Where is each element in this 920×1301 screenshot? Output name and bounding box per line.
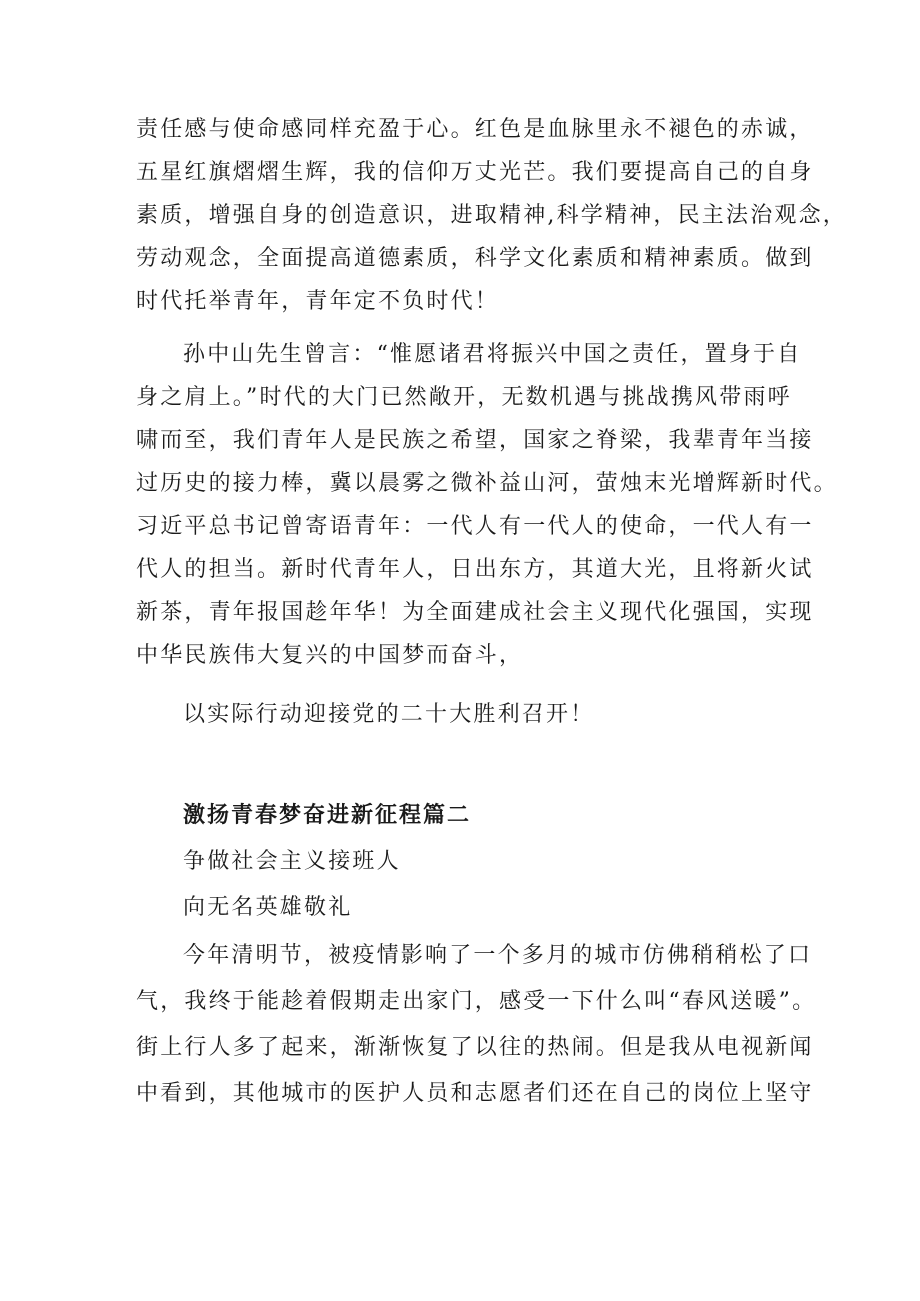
paragraph-line: 代人的担当。新时代青年人，日出东方，其道大光，且将新火试 xyxy=(136,557,814,582)
paragraph-line: 中看到，其他城市的医护人员和志愿者们还在自己的岗位上坚守 xyxy=(136,1081,814,1106)
paragraph-line: 时代托举青年，青年定不负时代！ xyxy=(136,289,500,314)
paragraph-line: 责任感与使命感同样充盈于心。红色是血脉里永不褪色的赤诚， xyxy=(136,117,814,142)
paragraph-line: 身之肩上。”时代的大门已然敞开，无数机遇与挑战携风带雨呼 xyxy=(136,385,792,410)
paragraph-line: 新茶，青年报国趁年华！为全面建成社会主义现代化强国，实现 xyxy=(136,600,814,625)
paragraph-line: 孙中山先生曾言：“惟愿诸君将振兴中国之责任，置身于自 xyxy=(183,342,802,367)
paragraph-line: 气，我终于能趁着假期走出家门，感受一下什么叫“春风送暖”。 xyxy=(136,989,817,1014)
paragraph-line: 啸而至，我们青年人是民族之希望，国家之脊梁，我辈青年当接 xyxy=(136,428,814,453)
subtitle: 向无名英雄敬礼 xyxy=(183,895,353,920)
paragraph-line: 街上行人多了起来，渐渐恢复了以往的热闹。但是我从电视新闻 xyxy=(136,1035,814,1060)
paragraph-line: 习近平总书记曾寄语青年：一代人有一代人的使命，一代人有一 xyxy=(136,514,814,539)
subtitle: 争做社会主义接班人 xyxy=(183,849,401,874)
paragraph-line: 劳动观念，全面提高道德素质，科学文化素质和精神素质。做到 xyxy=(136,246,814,271)
section-title: 激扬青春梦奋进新征程篇二 xyxy=(183,802,472,828)
paragraph-line: 中华民族伟大复兴的中国梦而奋斗， xyxy=(136,643,524,668)
paragraph-line: 今年清明节，被疫情影响了一个多月的城市仿佛稍稍松了口 xyxy=(183,943,813,968)
paragraph-line: 素质，增强自身的创造意识，进取精神,科学精神，民主法治观念， xyxy=(136,203,847,228)
paragraph-line: 五星红旗熠熠生辉，我的信仰万丈光芒。我们要提高自己的自身 xyxy=(136,160,814,185)
paragraph-line: 以实际行动迎接党的二十大胜利召开！ xyxy=(183,702,595,727)
paragraph-line: 过历史的接力棒，冀以晨雾之微补益山河，萤烛末光增辉新时代。 xyxy=(136,471,838,496)
